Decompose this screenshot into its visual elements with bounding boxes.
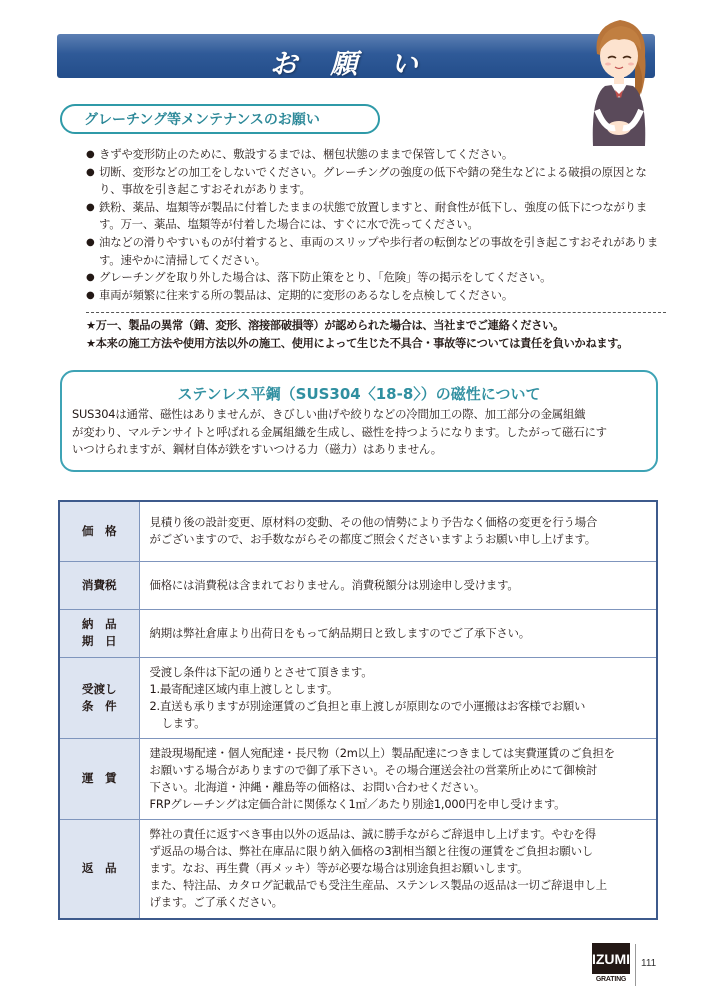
label-returns: 返 品 bbox=[59, 819, 139, 919]
stainless-line: が変わり、マルテンサイトと呼ばれる金属組織を生成し、磁性を持つようになります。したがって磁石にす bbox=[72, 424, 607, 439]
notice-text: ★万一、製品の異常（錆、変形、溶接部破損等）が認められた場合は、当社までご連絡ください。 bbox=[86, 319, 564, 332]
logo-mark: IZUMI bbox=[592, 940, 630, 974]
list-item: ● きずや変形防止のために、敷設するまでは、梱包状態のままで保管してください。 bbox=[86, 146, 666, 164]
content-handover: 受渡し条件は下記の通りとさせて頂きます。 1.最寄配達区域内車上渡しとします。 2.直送も承りますが別途運賃のご負担と車上渡しが原則なので小運搬はお客様でお願い します。 bbox=[139, 657, 657, 738]
table-row bbox=[59, 738, 657, 819]
content-delivery-date: 納期は弊社倉庫より出荷日をもって納品期日と致しますのでご了承下さい。 bbox=[139, 609, 657, 657]
logo-subtext: GRATING bbox=[595, 976, 627, 983]
label-freight: 運 賃 bbox=[59, 738, 139, 819]
label-delivery-date: 納 品 期 日 bbox=[59, 609, 139, 657]
content-returns: 弊社の責任に返すべき事由以外の返品は、誠に勝手ながらご辞退申し上げます。やむを得 ず返品の場合は、弊社在庫品に限り納入価格の3割相当額と往復の運賃をご負担お願いし ます。なお、再生費（再メッキ）等が必要な場合は別途負担お願いします。 また、特注品、カタログ記載品でも受注生産品、ステンレス製品の返品は一切ご辞退申し上 げます。ご了承ください。 bbox=[139, 819, 657, 919]
stainless-body bbox=[72, 406, 652, 459]
content-freight: 建設現場配達・個人宛配達・長尺物（2m以上）製品配達につきましては実費運賃のご負担を お願いする場合がありますので御了承下さい。その場合運送会社の営業所止めにて御検討 下さい。北海道・沖縄・離島等の価格は、お問い合わせください。 FRPグレーチングは定価合計に関係なく1㎡／あたり別途1,000円を申し受けます。 bbox=[139, 738, 657, 819]
list-item: ● グレーチングを取り外した場合は、落下防止策をとり、「危険」等の掲示をしてください。 bbox=[86, 269, 666, 287]
label-price: 価 格 bbox=[59, 501, 139, 561]
label-tax: 消費税 bbox=[59, 561, 139, 609]
notice-block bbox=[86, 317, 676, 353]
table-row bbox=[59, 609, 657, 657]
izumi-logo bbox=[592, 940, 630, 986]
table-row bbox=[59, 819, 657, 919]
terms-table bbox=[58, 500, 658, 920]
page-number: 111 bbox=[641, 958, 657, 969]
maintenance-heading: グレーチング等メンテナンスのお願い bbox=[60, 104, 380, 134]
content-tax: 価格には消費税は含まれておりません。消費税額分は別途申し受けます。 bbox=[139, 561, 657, 609]
list-item: ● 切断、変形などの加工をしないでください。グレーチングの強度の低下や錆の発生などによる破損の原因となり、事故を引き起こすおそれがあります。 bbox=[86, 164, 666, 199]
table-row bbox=[59, 561, 657, 609]
dashed-divider bbox=[86, 312, 666, 313]
footer-divider bbox=[635, 944, 636, 986]
list-item: ● 油などの滑りやすいものが付着すると、車両のスリップや歩行者の転倒などの事故を引き起こすおそれがあります。速やかに清掃してください。 bbox=[86, 234, 666, 269]
content-price: 見積り後の設計変更、原材料の変動、その他の情勢により予告なく価格の変更を行う場合 がございますので、お手数ながらその都度ご照会くださいますようお願い申し上げます。 bbox=[139, 501, 657, 561]
stainless-title: ステンレス平鋼（SUS304〈18-8〉）の磁性について bbox=[177, 385, 541, 403]
staff-woman-illustration bbox=[575, 6, 665, 146]
maintenance-list bbox=[86, 146, 666, 304]
stainless-line: いつけられますが、鋼材自体が鉄をすいつける力（磁力）はありません。 bbox=[72, 442, 442, 456]
page-title: お 願 い bbox=[270, 49, 430, 80]
list-item: ● 車両が頻繁に往来する所の製品は、定期的に変形のあるなしを点検してください。 bbox=[86, 287, 666, 305]
notice-text: ★本来の施工方法や使用方法以外の施工、使用によって生じた不具合・事故等については責任を負いかねます。 bbox=[86, 337, 629, 350]
label-handover: 受渡し 条 件 bbox=[59, 657, 139, 738]
stainless-line: SUS304は通常、磁性はありませんが、きびしい曲げや絞りなどの冷間加工の際、加工部分の金属組織 bbox=[72, 407, 586, 421]
table-row bbox=[59, 501, 657, 561]
table-row bbox=[59, 657, 657, 738]
list-item: ● 鉄粉、薬品、塩類等が製品に付着したままの状態で放置しますと、耐食性が低下し、強度の低下につながります。万一、薬品、塩類等が付着した場合には、すぐに水で洗ってください。 bbox=[86, 199, 666, 234]
